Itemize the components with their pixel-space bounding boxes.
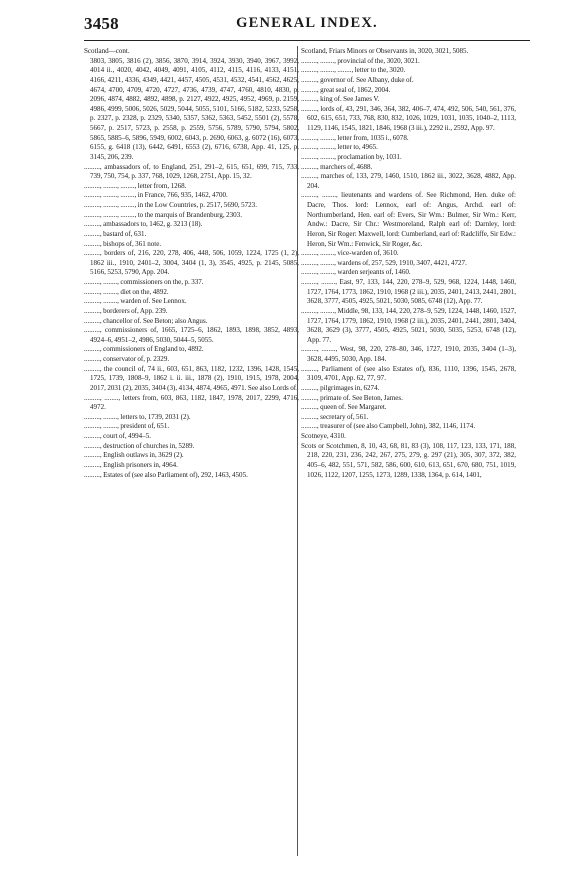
- index-entry: ........., ambassadors to, 1462, g. 3213 (18).: [84, 220, 203, 229]
- index-entry: ........., ........, letter from, 1035 i., 6078.: [301, 133, 409, 142]
- index-entry: ........., commissioners of, 1665, 1725–6, 1862, 1893, 1898, 3852, 4893, 4924–6, 4951–2, 4986, 5030, 5044–5, 5055.: [84, 326, 299, 344]
- index-entry: ........., ........, diet on the, 4892.: [84, 287, 169, 296]
- index-entry: ........., marches of, 133, 279, 1460, 1510, 1862 iii., 3022, 3628, 4882, App. 204.: [301, 172, 516, 190]
- index-column-right: [301, 47, 516, 480]
- index-entry: ........., governor of. See Albany, duke of.: [301, 75, 414, 84]
- index-entry: ........., conservator of, p. 2329.: [84, 355, 170, 363]
- index-entry: ........., ........, letters from, 603, 863, 1182, 1847, 1978, 2017, 2299, 4716, 4972.: [84, 393, 299, 412]
- index-entry: ........., ........, wardens of, 257, 529, 1910, 3407, 4421, 4727.: [301, 258, 467, 267]
- index-entry: ........., Estates of (see also Parliament of), 292, 1463, 4505.: [84, 470, 248, 479]
- index-entry: ........., ........, East, 97, 133, 144, 220, 278–9, 529, 968, 1224, 1448, 1460, 1727, 1764, 1773, 1862, 1910, 1968 (2 iii.), 2035, 2401, 2413, 2441, 2801, 3628, 3777, 4505, 4925, 5021, 5030, 5085, 6748 (12), App. 77.: [301, 278, 516, 306]
- index-entry: ........., the council of, 74 ii., 603, 651, 863, 1182, 1232, 1396, 1428, 1545, 1725, 1739, 1808–9, 1862 i. ii. iii., 1878 (2), 1910, 1915, 1978, 2004, 2017, 2031 (2), 2035, 3404 (3), 4134, 4874, 4965, 4971. See also Lords of.: [84, 364, 299, 392]
- index-entry: ........., ........, Middle, 98, 133, 144, 220, 278–9, 529, 1224, 1448, 1460, 1527, 1727, 1764, 1779, 1862, 1910, 1968 (2 iii.), 2035, 2401, 2441, 2801, 3404, 3628, 3629 (3), 3777, 4505, 4925, 5021, 5030, 5035, 5253, 6748 (12), App. 77.: [301, 306, 516, 344]
- index-entry: ........., great seal of, 1862, 2004.: [301, 85, 391, 94]
- index-entry: ........., treasurer of (see also Campbell, John), 382, 1146, 1174.: [301, 422, 476, 431]
- index-entry: ........., ........, ........, letter from, 1268.: [84, 181, 187, 190]
- index-entry: ........., destruction of churches in, 5289.: [84, 441, 195, 450]
- index-entry: ........., ........, vice-warden of, 3610.: [301, 249, 399, 258]
- page-number: 3458: [84, 14, 119, 33]
- index-entry: 3803, 3805, 3816 (2), 3856, 3870, 3914, 3924, 3930, 3940, 3967, 3992, 4014 ii., 4020, 4042, 4049, 4091, 4105, 4112, 4115, 4116, 4133, 4151, 4166, 4211, 4336, 4349, 4421, 4457, 4505, 4531, 4532, 4541, 4562, 4625, 4674, 4700, 4709, 4720, 4727, 4736, 4739, 4747, 4760, 4810, 4830, p. 2096, 4874, 4882, 4892, 4898, p. 2127, 4922, 4925, 4952, 4969, p. 2159, 4986, 4999, 5006, 5026, 5029, 5044, 5055, 5101, 5166, 5182, 5233, 5258, p. 2327, p. 2328, p. 2329, 5340, 5357, 5362, 5363, 5452, 5501 (2), 5578, 5667, p. 2517, 5723, p. 2558, p. 2559, 5756, 5789, 5790, 5794, 5802, 5865, 5885–6, 5896, 5949, 6002, 6043, p. 2690, 6063, g. 6072 (16), 6073, 6155, g. 6418 (13), 6442, 6491, 6553 (2), 6716, 6738, App. 41, 125, p. 3145, 206, 239.: [90, 56, 299, 161]
- index-entry: ........., ........, ........, in France, 766, 935, 1462, 4700.: [84, 191, 228, 200]
- index-entry: ........., English prisoners in, 4964.: [84, 460, 178, 469]
- index-entry: ........., ........, letter to, 4965.: [301, 143, 378, 152]
- index-entry: ........., pilgrimages in, 6274.: [301, 383, 380, 392]
- index-entry: ........., bishops of, 361 note.: [84, 239, 162, 248]
- index-entry: ........., bastard of, 631.: [84, 229, 147, 238]
- index-entry: ........., ........, ........, in the Low Countries, p. 2517, 5690, 5723.: [84, 201, 257, 209]
- index-entry: ........., ........, commissioners on the, p. 337.: [84, 278, 204, 286]
- index-entry: ........., ........, ........, letter to the, 3020.: [301, 66, 406, 75]
- index-entry: ........., queen of. See Margaret.: [301, 403, 387, 412]
- index-entry: ........., ........, proclamation by, 1031.: [301, 152, 402, 161]
- index-entry: ........., commissioners of England to, 4892.: [84, 345, 204, 354]
- index-entry: ........., ........, warden serjeants of, 1460.: [301, 268, 411, 277]
- index-column-left: [84, 47, 299, 480]
- index-entry: ........., lords of, 43, 291, 346, 364, 382, 406–7, 474, 492, 506, 540, 561, 376, 602, 615, 651, 733, 768, 830, 832, 1026, 1029, 1031, 1035, 1040–2, 1113, 1129, 1146, 1545, 1821, 1846, 1968 (3 iii.), 2292 ii., 2592, App. 97.: [301, 104, 516, 132]
- index-entry: ........., primate of. See Beton, James.: [301, 393, 403, 402]
- index-entry: ........., secretary of, 561.: [301, 412, 369, 421]
- index-entry: ........., marchers of, 4688.: [301, 162, 373, 171]
- index-entry: ........., ........, West, 98, 220, 278–80, 346, 1727, 1910, 2035, 3404 (1–3), 3628, 4495, 5030, App. 184.: [301, 345, 516, 363]
- index-entry: ........., borderers of, App. 239.: [84, 306, 168, 315]
- index-entry: ........., Parliament of (see also Estates of), 836, 1110, 1396, 1545, 2678, 3109, 4701, App. 62, 77, 97.: [301, 364, 516, 383]
- index-entry: ........., king of. See James V.: [301, 95, 380, 104]
- page-header: [84, 14, 530, 36]
- index-entry: ........., ........, provincial of the, 3020, 3021.: [301, 56, 420, 65]
- index-entry: Scotneye, 4310.: [301, 432, 346, 440]
- index-entry: ........., ........, president of, 651.: [84, 422, 170, 431]
- index-entry: ........., ........, lieutenants and wardens of. See Richmond, Hen. duke of: Dacre, Thos. lord: Lennox, earl of: Angus, Archd. earl of: Northumberland, Hen. earl of: Evers, Sir Wm.: Bulmer, Sir Wm.: Kerr, Andw.: Dacre, Sir Chr.: Westmoreland, Ralph earl of: Darnley, lord: Heron, Sir Roger: Maxwell, lord: Cumberland, earl of: Radcliffe, Sir Edw.: Heron, Sir Wm.: Fenwick, Sir Roger, &c.: [301, 191, 516, 248]
- index-entry: Scots or Scotchmen, 8, 10, 43, 68, 81, 83 (3), 108, 117, 123, 133, 171, 188, 218, 220, 231, 236, 242, 267, 275, 279, g. 297 (21), 305, 307, 372, 382, 405–6, 482, 551, 571, 582, 586, 600, 610, 613, 651, 670, 680, 751, 1019, 1026, 1122, 1207, 1255, 1273, 1289, 1338, 1364, p. 614, 1401,: [301, 441, 516, 479]
- header-rule: [84, 40, 530, 41]
- index-entry: ........., ambassadors of, to England, 251, 291–2, 615, 651, 699, 715, 733, 739, 750, 754, p. 337, 768, 1029, 1268, 2751, App. 15, 32.: [84, 162, 299, 181]
- index-entry: ........., court of, 4994–5.: [84, 432, 152, 440]
- index-entry: ........., ........, ........, to the marquis of Brandenburg, 2303.: [84, 210, 242, 219]
- index-entry: Scotland, Friars Minors or Observants in, 3020, 3021, 5085.: [301, 47, 469, 55]
- running-title: GENERAL INDEX.: [236, 15, 378, 31]
- index-entry: ........., ........, letters to, 1739, 2031 (2).: [84, 412, 191, 421]
- index-entry: Scotland—cont.: [84, 47, 130, 55]
- index-entry: ........., borders of, 216, 220, 278, 406, 448, 506, 1059, 1224, 1725 (1, 2), 1862 iii., 1910, 2401–2, 3004, 3404 (1, 3), 3545, 4925, p. 2145, 5085, 5166, 5253, 5790, App. 204.: [84, 249, 299, 277]
- column-divider: [297, 46, 298, 856]
- index-entry: ........., chancellor of. See Beton; also Angus.: [84, 316, 208, 325]
- index-entry: ........., ........, warden of. See Lennox.: [84, 297, 187, 306]
- index-entry: ........., English outlaws in, 3629 (2).: [84, 451, 184, 460]
